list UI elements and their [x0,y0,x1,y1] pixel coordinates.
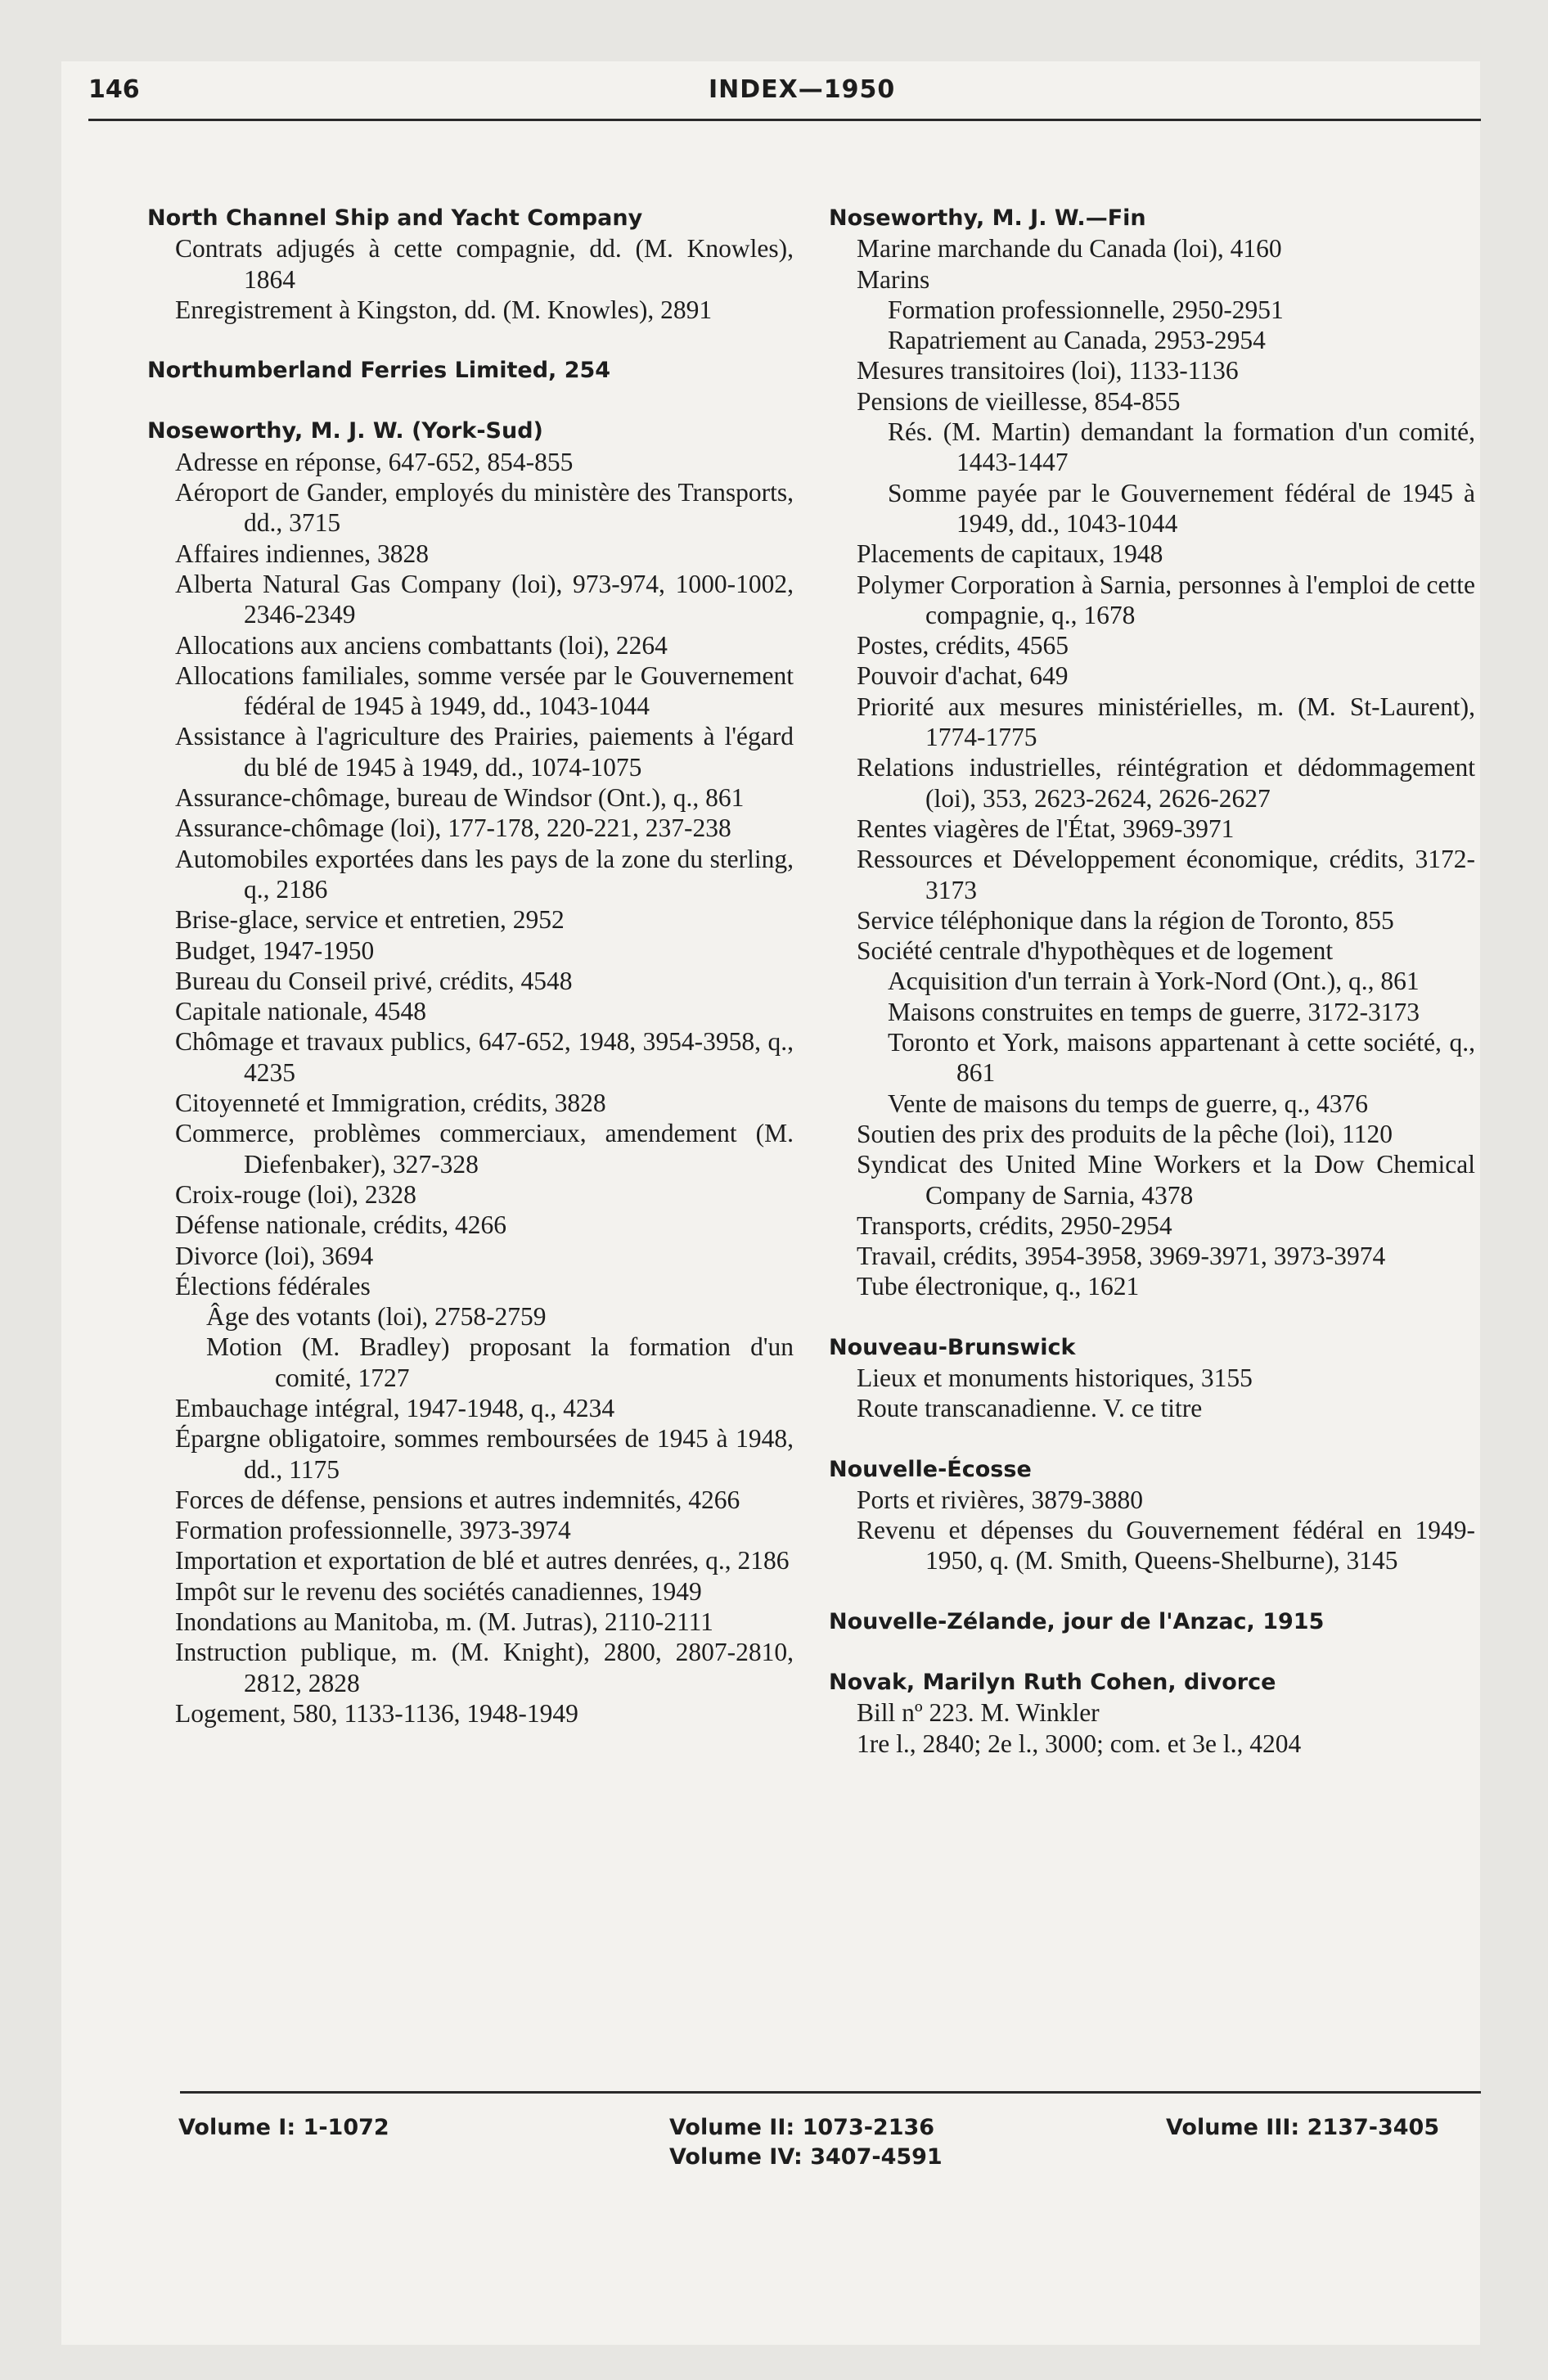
index-subentry: Divorce (loi), 3694 [175,1241,374,1270]
index-subsubentry: Acquisition d'un terrain à York-Nord (Ont.), q., 861 [888,967,1420,996]
index-subentry: Marins [857,264,930,294]
index-subentry: Alberta Natural Gas Company (loi), 973-974, 1000-1002, 2346-2349 [175,569,794,629]
left-column [147,203,794,1729]
index-subentry: Priorité aux mesures ministérielles, m. (M. St-Laurent), 1774-1775 [857,692,1475,752]
index-subentry: Importation et exportation de blé et autres denrées, q., 2186 [175,1546,790,1575]
index-subentry: Polymer Corporation à Sarnia, personnes à l'emploi de cette compagnie, q., 1678 [857,570,1475,629]
index-subentry: Mesures transitoires (loi), 1133-1136 [857,356,1239,385]
header-rule [88,119,1481,121]
index-subentry: Soutien des prix des produits de la pêche (loi), 1120 [857,1119,1393,1148]
index-subentry: Ressources et Développement économique, crédits, 3172-3173 [857,845,1475,904]
index-subentry: Bill nº 223. M. Winkler [857,1698,1100,1728]
index-subentry: Tube électronique, q., 1621 [857,1272,1140,1301]
index-subentry: Postes, crédits, 4565 [857,631,1069,660]
index-subentry: Société centrale d'hypothèques et de logement [857,936,1334,966]
index-subentry: Assurance-chômage (loi), 177-178, 220-221, 237-238 [175,814,731,843]
index-subentry: Brise-glace, service et entretien, 2952 [175,905,565,935]
index-subsubentry: Formation professionnelle, 2950-2951 [888,295,1284,324]
index-heading: Nouvelle-Zélande, jour de l'Anzac, 1915 [829,1608,1325,1634]
index-subentry: Pouvoir d'achat, 649 [857,661,1069,691]
index-subsubentry: Motion (M. Bradley) proposant la formation d'un comité, 1727 [206,1332,794,1392]
index-subsubentry: Âge des votants (loi), 2758-2759 [206,1302,547,1332]
index-subentry: Lieux et monuments historiques, 3155 [857,1363,1253,1392]
index-subentry: Assistance à l'agriculture des Prairies, paiements à l'égard du blé de 1945 à 1949, dd., 1074-1075 [175,722,794,782]
index-heading: North Channel Ship and Yacht Company [147,205,643,231]
index-subsubentry: Maisons construites en temps de guerre, 3172-3173 [888,997,1420,1026]
page-number: 146 [88,75,140,104]
index-heading: Northumberland Ferries Limited, 254 [147,358,611,384]
index-heading: Nouveau-Brunswick [829,1334,1076,1360]
index-subentry: Rentes viagères de l'État, 3969-3971 [857,814,1235,843]
index-subentry: Croix-rouge (loi), 2328 [175,1179,416,1209]
index-subentry: Forces de défense, pensions et autres indemnités, 4266 [175,1485,740,1514]
index-subentry: Enregistrement à Kingston, dd. (M. Knowles), 2891 [175,295,713,324]
index-heading: Nouvelle-Écosse [829,1456,1032,1482]
index-subentry: Citoyenneté et Immigration, crédits, 3828 [175,1089,606,1118]
index-subentry: Bureau du Conseil privé, crédits, 4548 [175,966,573,995]
index-subentry: Marine marchande du Canada (loi), 4160 [857,234,1282,264]
index-subentry: Instruction publique, m. (M. Knight), 2800, 2807-2810, 2812, 2828 [175,1638,794,1697]
index-subentry: Revenu et dépenses du Gouvernement fédéral en 1949-1950, q. (M. Smith, Queens-Shelburne), 3145 [857,1516,1475,1575]
index-subentry: Embauchage intégral, 1947-1948, q., 4234 [175,1393,615,1422]
index-subentry: Affaires indiennes, 3828 [175,539,429,568]
index-subentry: Épargne obligatoire, sommes remboursées de 1945 à 1948, dd., 1175 [175,1424,794,1484]
index-subentry: Impôt sur le revenu des sociétés canadiennes, 1949 [175,1576,702,1606]
index-subentry: Automobiles exportées dans les pays de la zone du sterling, q., 2186 [175,844,794,904]
index-subentry: Ports et rivières, 3879-3880 [857,1485,1143,1514]
index-subentry: Service téléphonique dans la région de Toronto, 855 [857,905,1394,935]
footer-rule [180,2091,1481,2094]
index-subentry: Allocations familiales, somme versée par le Gouvernement fédéral de 1945 à 1949, dd., 1043-1044 [175,660,794,721]
index-subsubentry: Rés. (M. Martin) demandant la formation d'un comité, 1443-1447 [888,417,1475,477]
index-subentry: Formation professionnelle, 3973-3974 [175,1516,571,1545]
page-header [88,75,1479,118]
index-subentry: Budget, 1947-1950 [175,935,375,965]
index-subentry: Élections fédérales [175,1271,371,1300]
index-heading: Noseworthy, M. J. W. (York-Sud) [147,418,543,444]
index-subentry: 1re l., 2840; 2e l., 3000; com. et 3e l., 4204 [857,1729,1302,1758]
index-subentry: Route transcanadienne. V. ce titre [857,1394,1203,1423]
footer-volume-1: Volume I: 1-1072 [178,2115,389,2140]
footer-volume-2-4: Volume II: 1073-2136 Volume IV: 3407-4591 [669,2115,943,2170]
index-subentry: Allocations aux anciens combattants (loi), 2264 [175,630,668,660]
index-subentry: Assurance-chômage, bureau de Windsor (Ont.), q., 861 [175,783,745,813]
index-subsubentry: Somme payée par le Gouvernement fédéral de 1945 à 1949, dd., 1043-1044 [888,478,1475,538]
right-column [829,203,1475,1759]
page-title: INDEX—1950 [709,75,896,104]
index-subentry: Défense nationale, crédits, 4266 [175,1210,506,1240]
index-subentry: Pensions de vieillesse, 854-855 [857,386,1181,416]
index-subentry: Capitale nationale, 4548 [175,997,427,1026]
index-subentry: Travail, crédits, 3954-3958, 3969-3971, 3973-3974 [857,1242,1386,1271]
index-subentry: Contrats adjugés à cette compagnie, dd. (M. Knowles), 1864 [175,234,794,294]
index-heading: Novak, Marilyn Ruth Cohen, divorce [829,1670,1276,1696]
index-subentry: Inondations au Manitoba, m. (M. Jutras), 2110-2111 [175,1607,713,1637]
index-subentry: Chômage et travaux publics, 647-652, 1948, 3954-3958, q., 4235 [175,1027,794,1087]
index-subentry: Adresse en réponse, 647-652, 854-855 [175,447,574,476]
footer-volume-3: Volume III: 2137-3405 [1166,2115,1440,2140]
index-subentry: Logement, 580, 1133-1136, 1948-1949 [175,1698,578,1728]
index-subentry: Relations industrielles, réintégration et dédommagement (loi), 353, 2623-2624, 2626-2627 [857,753,1475,813]
index-subsubentry: Rapatriement au Canada, 2953-2954 [888,326,1266,355]
index-subsubentry: Vente de maisons du temps de guerre, q., 4376 [888,1089,1368,1118]
index-heading: Noseworthy, M. J. W.—Fin [829,205,1146,231]
index-subentry: Commerce, problèmes commerciaux, amendement (M. Diefenbaker), 327-328 [175,1119,794,1179]
index-subentry: Placements de capitaux, 1948 [857,539,1163,569]
index-subsubentry: Toronto et York, maisons appartenant à cette société, q., 861 [888,1028,1475,1088]
index-subentry: Aéroport de Gander, employés du ministère des Transports, dd., 3715 [175,478,794,538]
index-subentry: Syndicat des United Mine Workers et la Dow Chemical Company de Sarnia, 4378 [857,1150,1475,1210]
index-subentry: Transports, crédits, 2950-2954 [857,1210,1172,1240]
